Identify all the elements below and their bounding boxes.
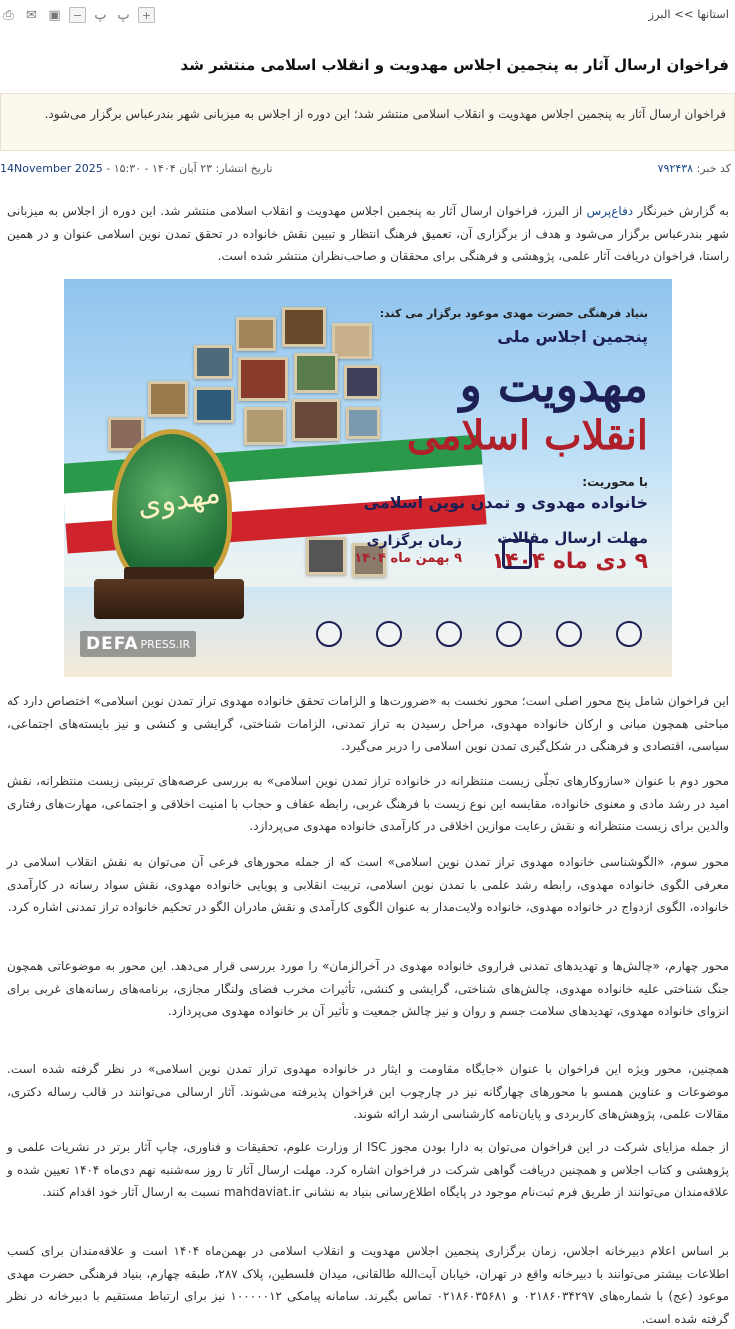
sponsor-logo-icon (496, 621, 522, 647)
font-small-button[interactable]: پ (94, 7, 107, 23)
banner-deadline-label: مهلت ارسال مقالات (497, 529, 648, 547)
banner-theme-label: با محوریت: (582, 475, 648, 489)
publish-date-fa: ۲۳ آبان ۱۴۰۴ - ۱۵:۳۰ - (106, 162, 213, 175)
publish-date-en: 14November 2025 (0, 162, 103, 175)
breadcrumb-separator: >> (674, 7, 694, 21)
banner-event-time: ۹ بهمن ماه ۱۴۰۴ (354, 551, 462, 566)
emblem-stand (94, 579, 244, 619)
breadcrumb (649, 7, 729, 21)
printer-icon[interactable]: ⎙ (3, 7, 14, 23)
breadcrumb-parent[interactable]: استانها (697, 7, 729, 21)
defapress-watermark (80, 631, 196, 657)
paragraph-5: محور چهارم، «چالش‌ها و تهدیدهای تمدنی فراروی خانواده مهدوی در آخرالزمان» را مورد بررسی قرار می‌دهد. این محور به موضوعاتی همچون جنگ شناختی علیه خانواده مهدوی، چالش‌های شناختی، گرایشی و کنشی، تأثیرات مخرب فضای ولنگار مجازی، برنامه‌های رسانه‌های غربی برای انزوای خانواده مهدوی، تهدیدهای سلامت جسم و روان و نیز چالش جمعیت و تأثیر آن بر خانواده مهدوی می‌پردازد. (7, 959, 729, 1018)
sponsor-logo-icon (436, 621, 462, 647)
news-code (658, 162, 731, 175)
paragraph-3: محور دوم با عنوان «سازوکارهای تجلّی زیست منتظرانه در خانواده تراز تمدن نوین اسلامی» به بررسی عرصه‌های تربیتی زیست منتظرانه، نقش امید در رشد مادی و معنوی خانواده، مقایسه این نوع زیست با فرهنگ غربی، رابطه عفاف و حجاب با امنیت اخلاقی و اجتماعی، مهارت‌های رفتاری والدین برای زیست منتظرانه و نقش رعایت موازین اخلاقی در کارآمدی خانواده مهدوی می‌پردازد. (7, 774, 729, 833)
emblem-logo-text: مهدوی (134, 475, 224, 524)
publish-date (0, 162, 273, 175)
envelope-icon[interactable]: ✉ (26, 7, 37, 23)
sponsor-logo-icon (376, 621, 402, 647)
floppy-icon[interactable]: ▣ (48, 7, 61, 23)
banner-event-time-label: زمان برگزاری (366, 533, 462, 549)
banner-theme: خانواده مهدوی و تمدن نوین اسلامی (363, 493, 648, 512)
paragraph-1 (7, 200, 729, 268)
breadcrumb-current[interactable]: البرز (648, 7, 671, 21)
sponsor-logo-icon (616, 621, 642, 647)
banner-event: پنجمین اجلاس ملی (497, 327, 648, 346)
banner-deadline: ۹ دی ماه ۱۴۰۴ (491, 549, 648, 574)
emblem-logo (112, 429, 232, 589)
article-lead: فراخوان ارسال آثار به پنجمین اجلاس مهدویت و انقلاب اسلامی منتشر شد؛ این دوره از اجلاس به میزبانی شهر بندرعباس برگزار می‌شود. (0, 93, 735, 151)
article-title: فراخوان ارسال آثار به پنجمین اجلاس مهدویت و انقلاب اسلامی منتشر شد (180, 56, 729, 74)
news-code-label: کد خبر: (696, 162, 731, 175)
article-banner-image (64, 279, 672, 677)
paragraph-4: محور سوم، «الگوشناسی خانواده مهدوی تراز تمدن نوین اسلامی» است که از جمله محورهای فرعی آن می‌توان به نقش انقلاب اسلامی در معرفی الگوی خانواده مهدوی، رابطه رشد علمی با تمدن نوین اسلامی، تربیت انقلابی و پویایی خانواده مهدوی، نقش سواد رسانه در کارآمدی خانواده، الگوی ازدواج در خانواده مهدوی، خانواده ولایت‌مدار به عنوان الگوی کارآمدی و نقش مادران الگو در تحکیم خانواده تراز تمدنی اشاره کرد. (7, 855, 729, 914)
paragraph-2: این فراخوان شامل پنج محور اصلی است؛ محور نخست به «ضرورت‌ها و الزامات تحقق خانواده مهدوی تراز تمدن نوین اسلامی» اختصاص دارد که مباحثی همچون مبانی و ارکان خانواده مهدوی، مراحل رسیدن به تراز تمدنی، الزامات شناختی، گرایشی و کنشی و نیز بایسته‌های اجتماعی، سیاسی، اقتصادی و فرهنگی در شکل‌گیری تمدن نوین اسلامی را دربر می‌گیرد. (7, 694, 729, 753)
banner-organizer: بنیاد فرهنگی حضرت مهدی موعود برگزار می کند: (379, 307, 648, 320)
banner-title-1: مهدویت و (459, 358, 648, 412)
top-bar (0, 0, 735, 30)
calendar-icon (502, 539, 532, 569)
increase-font-button[interactable]: + (138, 7, 155, 23)
paragraph-8: بر اساس اعلام دبیرخانه اجلاس، زمان برگزاری پنجمین اجلاس مهدویت و انقلاب اسلامی در بهمن‌ماه ۱۴۰۴ است و علاقه‌مندان برای کسب اطلاعات بیشتر می‌توانند با دبیرخانه واقع در تهران، خیابان آیت‌الله طالقانی، میدان فلسطین، پلاک ۲۸۷، طبقه چهارم، بنیاد فرهنگی حضرت مهدی موعود (عج) با شماره‌های ۰۲۱۸۶۰۳۴۲۹۷ و ۰۲۱۸۶۰۳۵۶۸۱ تماس بگیرند. سامانه پیامکی ۱۰۰۰۰۰۱۲ نیز برای ارتباط مستقیم با دبیرخانه در نظر گرفته شده است. (7, 1244, 729, 1326)
publish-date-label: تاریخ انتشار: (215, 162, 273, 175)
sponsor-logos (316, 621, 642, 647)
news-code-value: ۷۹۲۴۳۸ (657, 162, 694, 175)
paragraph-6: همچنین، محور ویژه این فراخوان با عنوان «جایگاه مقاومت و ایثار در خانواده مهدوی تراز تمدن نوین اسلامی» در نظر گرفته شده است. موضوعات و عناوین همسو با محورهای چهارگانه نیز در چارچوب این فراخوان پذیرفته می‌شوند. آثار ارسالی می‌توانند در قالب رساله دکتری، مقالات علمی، پژوهش‌های کاربردی و پایان‌نامه کارشناسی ارشد ارائه شوند. (7, 1062, 729, 1121)
watermark-pressir: PRESS.IR (140, 637, 191, 651)
paragraph-1-start: به گزارش خبرنگار (633, 204, 730, 218)
font-large-button[interactable]: پ (117, 7, 130, 23)
sponsor-logo-icon (316, 621, 342, 647)
article-meta (0, 162, 735, 178)
decrease-font-button[interactable]: − (69, 7, 86, 23)
banner-title-2: انقلاب اسلامی (406, 412, 648, 459)
paragraph-7: از جمله مزایای شرکت در این فراخوان می‌توان به دارا بودن مجوز ISC از وزارت علوم، تحقیقات و فناوری، چاپ آثار برتر در نشریات علمی و پژوهشی و کتاب اجلاس و همچنین دریافت گواهی شرکت در فراخوان اشاره کرد. مهلت ارسال آثار تا روز سه‌شنبه نهم دی‌ماه ۱۴۰۴ تعیین شده و علاقه‌مندان می‌توانند از طریق فرم ثبت‌نام موجود در پایگاه اطلاع‌رسانی بنیاد به نشانی mahdaviat.ir نسبت به ارسال آثار خود اقدام کنند. (7, 1140, 729, 1199)
source-link[interactable]: دفاع‌پرس (586, 204, 634, 218)
paragraph-1-end: از البرز، فراخوان ارسال آثار به پنجمین اجلاس مهدویت و انقلاب اسلامی منتشر شد. این دوره از اجلاس به میزبانی شهر بندرعباس برگزار می‌شود و هدف از برگزاری آن، تعمیق فرهنگ انتظار و تبیین نقش خانواده در تحقق تمدن نوین اسلامی عنوان و در همین راستا، فراخوان دریافت آثار علمی، پژوهشی و فرهنگی برای محققان و صاحب‌نظران منتشر شده است. (7, 204, 729, 263)
watermark-defa: DEFA (86, 634, 139, 654)
sponsor-logo-icon (556, 621, 582, 647)
toolbar (0, 7, 155, 23)
